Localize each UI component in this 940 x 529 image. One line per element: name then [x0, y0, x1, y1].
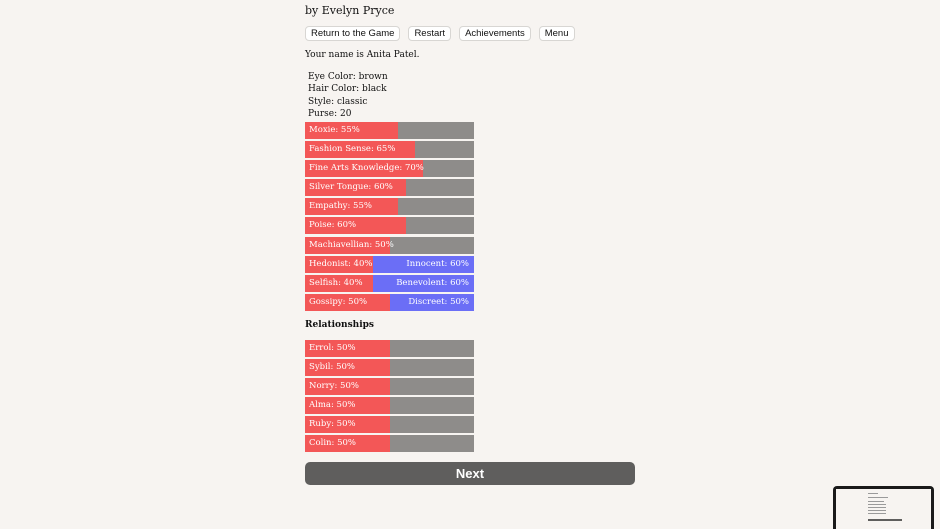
opposed-right-label: Benevolent: 60%: [396, 277, 469, 288]
relationship-bar-alma: [305, 397, 474, 414]
relationship-bar-errol: [305, 340, 474, 357]
stat-bar-moxie: [305, 122, 474, 139]
stat-bar-silver-tongue: [305, 179, 474, 196]
opposed-bar-hedonist-innocent: [305, 256, 474, 273]
relationship-bar-norry: [305, 378, 474, 395]
thumbnail-line: [868, 504, 886, 505]
opposed-right-label: Discreet: 50%: [408, 296, 469, 307]
relationship-bar-colin: [305, 435, 474, 452]
relationship-bar-sybil: [305, 359, 474, 376]
menu-button[interactable]: Menu: [539, 26, 575, 41]
attribute-style: Style: classic: [308, 96, 368, 107]
stat-label: Fashion Sense: 65%: [309, 144, 396, 155]
stat-label: Empathy: 55%: [309, 201, 372, 212]
thumbnail-next-bar: [868, 519, 902, 521]
stat-bars: [305, 122, 474, 313]
attribute-eye-color: Eye Color: brown: [308, 72, 388, 82]
thumbnail-line: [868, 507, 886, 508]
byline: by Evelyn Pryce: [305, 4, 395, 17]
thumbnail-line: [868, 501, 884, 502]
opposed-bar-gossipy-discreet: [305, 294, 474, 311]
relationship-label: Errol: 50%: [309, 343, 356, 353]
laptop-thumbnail: [833, 486, 934, 529]
stat-label: Fine Arts Knowledge: 70%: [309, 163, 424, 174]
thumbnail-line: [868, 513, 886, 514]
opposed-right-label: Innocent: 60%: [406, 258, 469, 269]
opposed-left-label: Hedonist: 40%: [309, 258, 373, 269]
thumbnail-line: [868, 510, 886, 511]
relationship-label: Norry: 50%: [309, 381, 359, 392]
stat-bar-fashion-sense: [305, 141, 474, 158]
relationship-label: Colin: 50%: [309, 438, 356, 449]
thumbnail-screen: [836, 489, 931, 529]
restart-button[interactable]: Restart: [408, 26, 451, 41]
relationships-heading: Relationships: [305, 320, 374, 330]
next-button[interactable]: Next: [305, 462, 635, 485]
thumbnail-line: [868, 497, 888, 498]
opposed-left-label: Selfish: 40%: [309, 277, 363, 288]
character-name: Your name is Anita Patel.: [305, 50, 420, 60]
stat-bar-poise: [305, 217, 474, 234]
opposed-bar-selfish-benevolent: [305, 275, 474, 292]
relationship-label: Sybil: 50%: [309, 362, 355, 373]
attribute-list: [308, 71, 388, 121]
relationship-bar-ruby: [305, 416, 474, 433]
attribute-hair-color: Hair Color: black: [308, 84, 387, 95]
stat-bar-machiavellian: [305, 237, 474, 254]
return-to-game-button[interactable]: Return to the Game: [305, 26, 400, 41]
stat-label: Moxie: 55%: [309, 125, 360, 135]
stat-bar-empathy: [305, 198, 474, 215]
toolbar: [305, 26, 575, 41]
achievements-button[interactable]: Achievements: [459, 26, 531, 41]
stat-label: Poise: 60%: [309, 220, 357, 231]
attribute-purse: Purse: 20: [308, 109, 352, 120]
stat-label: Machiavellian: 50%: [309, 239, 394, 250]
stat-label: Silver Tongue: 60%: [309, 182, 393, 193]
relationship-bars: [305, 340, 474, 455]
opposed-left-label: Gossipy: 50%: [309, 296, 368, 307]
relationship-label: Ruby: 50%: [309, 419, 356, 430]
thumbnail-line: [868, 493, 878, 494]
stat-bar-fine-arts: [305, 160, 474, 177]
relationship-label: Alma: 50%: [309, 400, 356, 411]
